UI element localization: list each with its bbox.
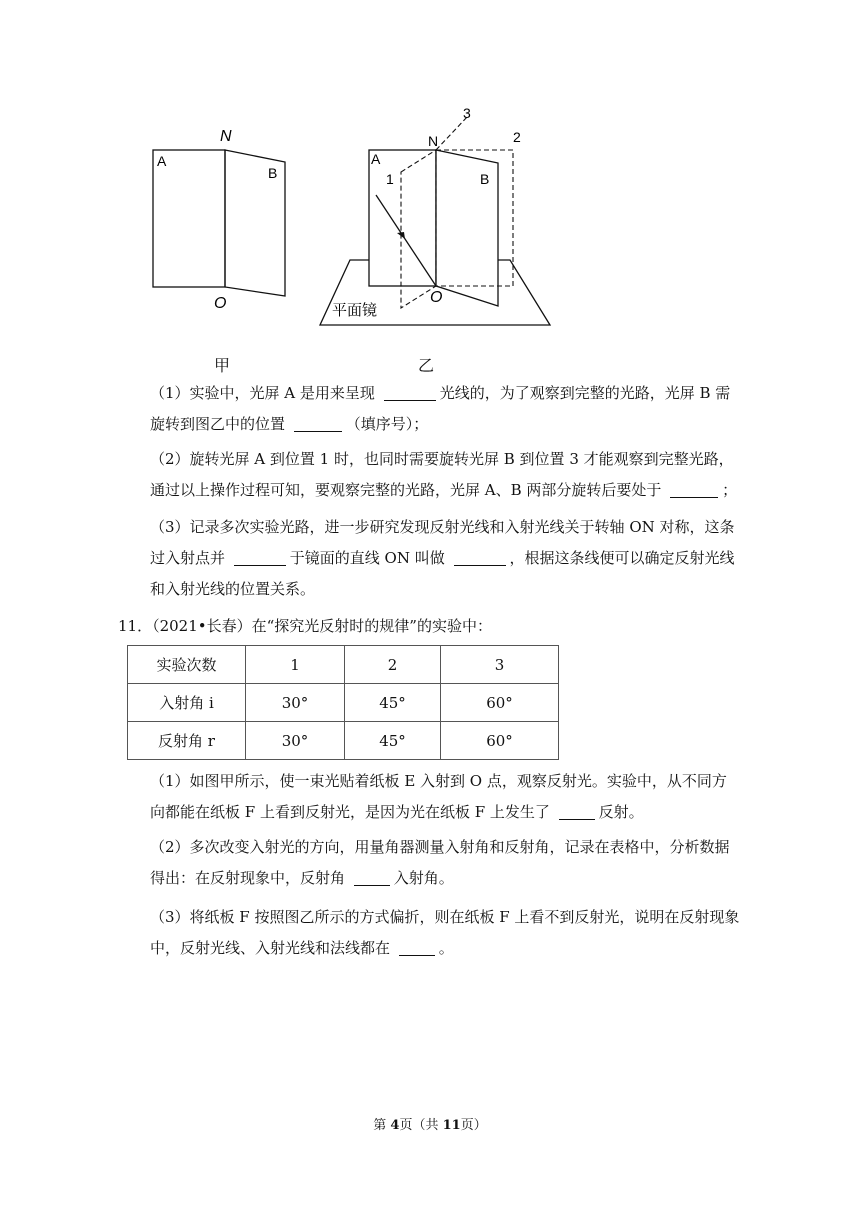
caption-jia: 甲 xyxy=(214,356,231,375)
label-a: A xyxy=(157,153,167,169)
q11-p3-blank xyxy=(399,938,435,956)
screen-a-panel xyxy=(369,150,436,286)
table-cell: 45° xyxy=(345,722,441,760)
footer-post: 页） xyxy=(460,1118,487,1133)
q11-p1-text-b: 反射。 xyxy=(598,803,644,821)
label-3: 3 xyxy=(463,105,471,121)
q10-part1 xyxy=(150,378,740,440)
q10-p1-text-c: （填序号）； xyxy=(345,415,429,433)
q11-p1-blank xyxy=(559,802,595,820)
table-cell: 60° xyxy=(441,684,559,722)
label-b: B xyxy=(480,171,490,187)
q11-p3-text-a: （3）将纸板 F 按照图乙所示的方式偏折，则在纸板 F 上看不到反射光，说明在反射现象中，反射光线、入射光线和法线都在 xyxy=(150,908,740,957)
q11-p2-text-a: （2）多次改变入射光的方向，用量角器测量入射角和反射角，记录在表格中，分析数据得出：在反射现象中，反射角 xyxy=(150,838,730,887)
table-cell: 反射角 r xyxy=(128,722,246,760)
q11-part1 xyxy=(150,766,740,828)
table-cell: 2 xyxy=(345,646,441,684)
q11-p2-text-b: 入射角。 xyxy=(393,869,454,887)
q11-title: 11．（2021•长春）在“探究光反射时的规律”的实验中： xyxy=(118,617,492,635)
q11-p2-blank xyxy=(354,868,390,886)
q10-p1-text-b: 光线的，为了观察到完整的光路，光屏 B 需旋转到图乙中的位置 xyxy=(150,384,731,433)
q11-part3 xyxy=(150,902,740,964)
label-o: O xyxy=(430,289,443,306)
q10-p1-text-a: （1）实验中，光屏 A 是用来呈现 xyxy=(150,384,380,402)
footer-pre: 第 xyxy=(373,1118,391,1133)
table-cell: 45° xyxy=(345,684,441,722)
figure-jia xyxy=(140,120,310,320)
angle-table xyxy=(127,645,559,760)
footer-total-pages: 11 xyxy=(442,1118,461,1133)
table-cell: 1 xyxy=(246,646,345,684)
table-header-row xyxy=(128,646,559,684)
table-cell: 入射角 i xyxy=(128,684,246,722)
table-cell: 3 xyxy=(441,646,559,684)
q10-p2-text-a: （2）旋转光屏 A 到位置 1 时，也同时需要旋转光屏 B 到位置 3 才能观察到完整光路，通过以上操作过程可知，要观察完整的光路，光屏 A、B 两部分旋转后要处于 xyxy=(150,450,734,499)
table-row xyxy=(128,722,559,760)
q10-part3 xyxy=(150,512,740,605)
q10-part2 xyxy=(150,444,740,506)
label-o: O xyxy=(214,295,227,312)
table-cell: 30° xyxy=(246,684,345,722)
q10-p3-blank-2 xyxy=(454,548,506,566)
table-row xyxy=(128,684,559,722)
table-cell: 实验次数 xyxy=(128,646,246,684)
q11-p1-text-a: （1）如图甲所示，使一束光贴着纸板 E 入射到 O 点，观察反射光。实验中，从不同方向都能在纸板 F 上看到反射光，是因为光在纸板 F 上发生了 xyxy=(150,772,727,821)
label-n: N xyxy=(428,133,439,149)
q10-p3-text-c: ，根据这条线便可以确定反射光线和入射光线的位置关系。 xyxy=(150,549,735,598)
q10-p1-blank-1 xyxy=(384,383,436,401)
q10-p2-blank xyxy=(670,480,718,498)
screen-a-panel xyxy=(153,150,225,287)
q10-p2-text-b: ； xyxy=(722,481,738,499)
label-b: B xyxy=(268,165,278,181)
q10-p1-blank-2 xyxy=(294,414,342,432)
position-3-edge xyxy=(436,116,468,150)
q10-p3-blank-1 xyxy=(234,548,286,566)
footer-page-number: 4 xyxy=(390,1118,400,1133)
page-footer xyxy=(0,1114,860,1133)
label-1: 1 xyxy=(386,171,394,187)
label-n: N xyxy=(220,128,232,145)
label-2: 2 xyxy=(513,129,521,145)
table-cell: 30° xyxy=(246,722,345,760)
table-cell: 60° xyxy=(441,722,559,760)
q11-p3-text-b: 。 xyxy=(438,939,454,957)
q11-part2 xyxy=(150,832,740,894)
caption-yi: 乙 xyxy=(418,356,435,375)
figure-yi xyxy=(310,100,570,335)
q10-p3-text-b: 于镜面的直线 ON 叫做 xyxy=(289,549,450,567)
label-a: A xyxy=(371,151,381,167)
mirror-label: 平面镜 xyxy=(332,302,378,319)
q10-p3-text-a: （3）记录多次实验光路，进一步研究发现反射光线和入射光线关于转轴 ON 对称，这条过入射点并 xyxy=(150,518,735,567)
footer-mid: 页（共 xyxy=(399,1118,443,1133)
